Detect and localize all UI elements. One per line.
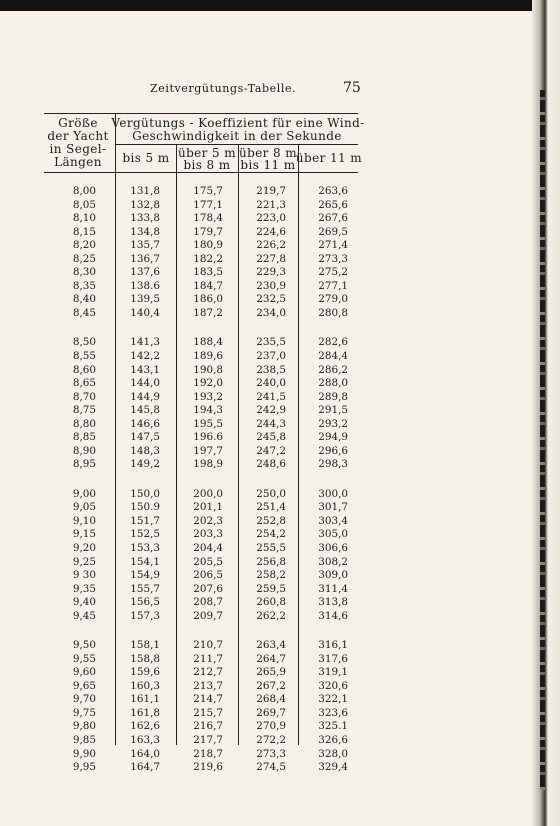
cell-8-11: 241,5	[256, 390, 286, 403]
cell-bis-5: 162,6	[130, 720, 160, 733]
table-row	[0, 446, 560, 457]
cell-bis-5: 144,0	[130, 377, 160, 389]
cell-size: 9,35	[72, 582, 96, 595]
cell-5-8: 186,0	[193, 293, 223, 306]
cell-size: 8,25	[72, 252, 96, 265]
cell-size: 8,80	[72, 417, 96, 430]
table-row	[0, 529, 560, 540]
cell-5-8: 182,2	[193, 252, 223, 265]
cell-ueber-11: 322,1	[318, 693, 348, 706]
cell-ueber-11: 275,2	[318, 266, 348, 279]
cell-8-11: 227,8	[256, 252, 286, 265]
cell-ueber-11: 314,6	[318, 609, 348, 622]
cell-bis-5: 153,3	[130, 542, 160, 554]
cell-ueber-11: 293,2	[318, 417, 348, 430]
cell-bis-5: 158,1	[130, 639, 160, 652]
subheader-rule	[116, 144, 358, 145]
cell-bis-5: 151,7	[130, 514, 160, 527]
cell-8-11: 235,5	[256, 336, 286, 349]
table-row	[0, 762, 560, 773]
table-row	[0, 611, 560, 622]
cell-ueber-11: 316,1	[318, 639, 348, 652]
cell-size: 9,45	[72, 609, 96, 622]
table-row	[0, 502, 560, 513]
cell-ueber-11: 320,6	[318, 679, 348, 692]
cell-5-8: 196.6	[193, 431, 223, 444]
cell-bis-5: 154,9	[130, 569, 160, 581]
cell-bis-5: 138.6	[130, 279, 160, 292]
page-header	[0, 82, 560, 102]
cell-5-8: 210,7	[193, 639, 223, 652]
header-group-line2: Geschwindigkeit in der Sekunde	[132, 129, 342, 143]
cell-ueber-11: 282,6	[318, 336, 348, 349]
table-row	[0, 640, 560, 651]
cell-ueber-11: 326,6	[318, 734, 348, 746]
cell-bis-5: 131,8	[130, 185, 160, 197]
table-row	[0, 721, 560, 732]
cell-bis-5: 137,6	[130, 266, 160, 279]
cell-size: 9,80	[72, 720, 96, 733]
cell-ueber-11: 301,7	[318, 501, 348, 514]
cell-8-11: 259,5	[256, 582, 286, 595]
cell-5-8: 209,7	[193, 609, 223, 622]
scan-top-edge	[0, 0, 560, 11]
header-size-line4: Längen	[54, 155, 102, 169]
cell-size: 9,85	[72, 734, 96, 746]
cell-5-8: 217,7	[193, 734, 223, 746]
cell-8-11: 268,4	[256, 693, 286, 706]
table-row	[0, 557, 560, 568]
header-bottom-rule	[44, 172, 358, 173]
cell-ueber-11: 267,6	[318, 212, 348, 225]
cell-5-8: 215,7	[193, 706, 223, 719]
table-row	[0, 735, 560, 746]
cell-bis-5: 147,5	[130, 431, 160, 444]
cell-size: 8,90	[72, 444, 96, 457]
cell-8-11: 250,0	[256, 487, 286, 500]
cell-8-11: 273,3	[256, 747, 286, 760]
table-row	[0, 267, 560, 278]
cell-5-8: 175,7	[193, 185, 223, 197]
table-row	[0, 584, 560, 595]
cell-5-8: 213,7	[193, 679, 223, 692]
cell-ueber-11: 311,4	[318, 582, 348, 595]
cell-ueber-11: 265,6	[318, 198, 348, 211]
cell-size: 9,40	[72, 596, 96, 609]
cell-8-11: 223,0	[256, 212, 286, 225]
cell-5-8: 189,6	[193, 349, 223, 362]
cell-5-8: 195,5	[193, 417, 223, 430]
cell-5-8: 192,0	[193, 377, 223, 389]
cell-size: 8,85	[72, 431, 96, 444]
cell-bis-5: 161,1	[130, 693, 160, 706]
cell-5-8: 208,7	[193, 596, 223, 609]
cell-bis-5: 150.9	[130, 501, 160, 514]
cell-size: 8,65	[72, 377, 96, 389]
cell-8-11: 226,2	[256, 239, 286, 252]
cell-size: 8,40	[72, 293, 96, 306]
cell-ueber-11: 319,1	[318, 666, 348, 679]
cell-size: 8,95	[72, 458, 96, 471]
cell-size: 8,75	[72, 404, 96, 417]
cell-8-11: 264,7	[256, 652, 286, 665]
cell-size: 9,00	[72, 487, 96, 500]
cell-8-11: 267,2	[256, 679, 286, 692]
table-row	[0, 459, 560, 470]
cell-bis-5: 159,6	[130, 666, 160, 679]
table-row	[0, 186, 560, 197]
table-row	[0, 694, 560, 705]
cell-8-11: 251,4	[256, 501, 286, 514]
cell-5-8: 212,7	[193, 666, 223, 679]
cell-5-8: 190,8	[193, 363, 223, 376]
cell-ueber-11: 308,2	[318, 555, 348, 568]
header-col-8-11-line2: bis 11 m	[240, 158, 296, 172]
cell-8-11: 252,8	[256, 514, 286, 527]
table-row	[0, 419, 560, 430]
cell-bis-5: 156,5	[130, 596, 160, 609]
cell-ueber-11: 305,0	[318, 528, 348, 541]
cell-size: 8,60	[72, 363, 96, 376]
cell-8-11: 256,8	[256, 555, 286, 568]
cell-ueber-11: 294,9	[318, 431, 348, 444]
table-row	[0, 240, 560, 251]
page-number: 75	[343, 80, 361, 96]
cell-size: 9,70	[72, 693, 96, 706]
cell-5-8: 179,7	[193, 225, 223, 238]
table-row	[0, 392, 560, 403]
table-row	[0, 351, 560, 362]
cell-5-8: 207,6	[193, 582, 223, 595]
cell-ueber-11: 279,0	[318, 293, 348, 306]
cell-size: 9,15	[72, 528, 96, 541]
table-row	[0, 254, 560, 265]
cell-8-11: 269,7	[256, 706, 286, 719]
cell-size: 8,10	[72, 212, 96, 225]
table-row	[0, 667, 560, 678]
cell-size: 9,75	[72, 706, 96, 719]
cell-size: 9,55	[72, 652, 96, 665]
header-group-line1: Vergütungs - Koeffizient für eine Wind-	[111, 116, 365, 130]
cell-ueber-11: 300,0	[318, 487, 348, 500]
table-row	[0, 378, 560, 389]
header-size-line2: der Yacht	[47, 129, 109, 143]
cell-bis-5: 163,3	[130, 734, 160, 746]
cell-8-11: 247,2	[256, 444, 286, 457]
cell-bis-5: 148,3	[130, 444, 160, 457]
header-col-bis-5: bis 5 m	[122, 151, 170, 165]
cell-8-11: 237,0	[256, 349, 286, 362]
cell-8-11: 245,8	[256, 431, 286, 444]
cell-8-11: 263,4	[256, 639, 286, 652]
cell-bis-5: 161,8	[130, 706, 160, 719]
cell-8-11: 254,2	[256, 528, 286, 541]
cell-ueber-11: 273,3	[318, 252, 348, 265]
cell-size: 9,50	[72, 639, 96, 652]
cell-ueber-11: 291,5	[318, 404, 348, 417]
cell-ueber-11: 289,8	[318, 390, 348, 403]
cell-size: 9,90	[72, 747, 96, 760]
cell-bis-5: 140,4	[130, 306, 160, 319]
cell-8-11: 258,2	[256, 569, 286, 581]
cell-5-8: 183,5	[193, 266, 223, 279]
cell-ueber-11: 288,0	[318, 377, 348, 389]
cell-size: 8,05	[72, 198, 96, 211]
table-row	[0, 543, 560, 554]
cell-bis-5: 134,8	[130, 225, 160, 238]
cell-8-11: 232,5	[256, 293, 286, 306]
cell-bis-5: 132,8	[130, 198, 160, 211]
cell-size: 8,20	[72, 239, 96, 252]
cell-8-11: 270,9	[256, 720, 286, 733]
cell-5-8: 200,0	[193, 487, 223, 500]
cell-ueber-11: 303,4	[318, 514, 348, 527]
cell-5-8: 203,3	[193, 528, 223, 541]
cell-size: 8,30	[72, 266, 96, 279]
cell-8-11: 221,3	[256, 198, 286, 211]
cell-bis-5: 133,8	[130, 212, 160, 225]
cell-8-11: 260,8	[256, 596, 286, 609]
cell-bis-5: 164,0	[130, 747, 160, 760]
cell-bis-5: 164,7	[130, 761, 160, 774]
cell-5-8: 198,9	[193, 458, 223, 471]
table-row	[0, 749, 560, 760]
cell-ueber-11: 280,8	[318, 306, 348, 319]
header-col-ueber-11: über 11 m	[295, 151, 363, 165]
cell-5-8: 187,2	[193, 306, 223, 319]
table-row	[0, 365, 560, 376]
cell-bis-5: 144,9	[130, 390, 160, 403]
cell-5-8: 211,7	[193, 652, 223, 665]
cell-ueber-11: 317,6	[318, 652, 348, 665]
cell-size: 8,55	[72, 349, 96, 362]
header-col-8-11-line1: über 8 m	[238, 146, 298, 160]
table-row	[0, 227, 560, 238]
cell-size: 9,10	[72, 514, 96, 527]
cell-8-11: 244,3	[256, 417, 286, 430]
cell-5-8: 188,4	[193, 336, 223, 349]
cell-bis-5: 157,3	[130, 609, 160, 622]
cell-size: 8,45	[72, 306, 96, 319]
table-row	[0, 432, 560, 443]
cell-ueber-11: 306,6	[318, 542, 348, 554]
cell-5-8: 219,6	[193, 761, 223, 774]
cell-bis-5: 154,1	[130, 555, 160, 568]
cell-8-11: 229,3	[256, 266, 286, 279]
table-top-rule	[44, 113, 358, 114]
cell-size: 8,35	[72, 279, 96, 292]
cell-bis-5: 135,7	[130, 239, 160, 252]
cell-bis-5: 149,2	[130, 458, 160, 471]
cell-size: 9,95	[72, 761, 96, 774]
cell-ueber-11: 277,1	[318, 279, 348, 292]
table-row	[0, 681, 560, 692]
cell-8-11: 255,5	[256, 542, 286, 554]
header-col-5-8-line1: über 5 m	[177, 146, 237, 160]
cell-8-11: 230,9	[256, 279, 286, 292]
cell-ueber-11: 325.1	[318, 720, 348, 733]
cell-8-11: 272,2	[256, 734, 286, 746]
cell-5-8: 216,7	[193, 720, 223, 733]
running-title: Zeitvergütungs-Tabelle.	[150, 82, 297, 95]
cell-8-11: 242,9	[256, 404, 286, 417]
cell-8-11: 265,9	[256, 666, 286, 679]
cell-ueber-11: 309,0	[318, 569, 348, 581]
cell-ueber-11: 271,4	[318, 239, 348, 252]
cell-5-8: 193,2	[193, 390, 223, 403]
cell-ueber-11: 313,8	[318, 596, 348, 609]
table-row	[0, 489, 560, 500]
cell-ueber-11: 329,4	[318, 761, 348, 774]
cell-ueber-11: 323,6	[318, 706, 348, 719]
cell-5-8: 214,7	[193, 693, 223, 706]
table-row	[0, 570, 560, 581]
cell-bis-5: 150,0	[130, 487, 160, 500]
cell-5-8: 205,5	[193, 555, 223, 568]
table-row	[0, 294, 560, 305]
cell-bis-5: 136,7	[130, 252, 160, 265]
cell-8-11: 238,5	[256, 363, 286, 376]
cell-size: 8,50	[72, 336, 96, 349]
cell-8-11: 219,7	[256, 185, 286, 197]
cell-bis-5: 139,5	[130, 293, 160, 306]
cell-5-8: 204,4	[193, 542, 223, 554]
cell-size: 9,05	[72, 501, 96, 514]
table-row	[0, 200, 560, 211]
cell-bis-5: 152,5	[130, 528, 160, 541]
cell-size: 8,15	[72, 225, 96, 238]
cell-ueber-11: 284,4	[318, 349, 348, 362]
cell-size: 9 30	[72, 569, 96, 581]
cell-5-8: 197,7	[193, 444, 223, 457]
header-col-5-8-line2: bis 8 m	[183, 158, 231, 172]
cell-size: 8,00	[72, 185, 96, 197]
cell-ueber-11: 286,2	[318, 363, 348, 376]
header-size-line3: in Segel-	[49, 142, 107, 156]
cell-bis-5: 158,8	[130, 652, 160, 665]
cell-5-8: 177,1	[193, 198, 223, 211]
cell-8-11: 234,0	[256, 306, 286, 319]
cell-ueber-11: 296,6	[318, 444, 348, 457]
cell-bis-5: 146,6	[130, 417, 160, 430]
table-row	[0, 337, 560, 348]
cell-bis-5: 155,7	[130, 582, 160, 595]
table-row	[0, 654, 560, 665]
cell-bis-5: 141,3	[130, 336, 160, 349]
cell-5-8: 218,7	[193, 747, 223, 760]
cell-8-11: 248,6	[256, 458, 286, 471]
table-row	[0, 405, 560, 416]
cell-8-11: 224,6	[256, 225, 286, 238]
cell-8-11: 262,2	[256, 609, 286, 622]
table-row	[0, 516, 560, 527]
cell-size: 8,70	[72, 390, 96, 403]
table-row	[0, 213, 560, 224]
cell-size: 9,20	[72, 542, 96, 554]
cell-bis-5: 142,2	[130, 349, 160, 362]
cell-bis-5: 160,3	[130, 679, 160, 692]
cell-ueber-11: 328,0	[318, 747, 348, 760]
cell-5-8: 178,4	[193, 212, 223, 225]
cell-5-8: 206,5	[193, 569, 223, 581]
cell-ueber-11: 263,6	[318, 185, 348, 197]
table-row	[0, 708, 560, 719]
cell-bis-5: 143,1	[130, 363, 160, 376]
cell-size: 9,60	[72, 666, 96, 679]
cell-5-8: 184,7	[193, 279, 223, 292]
header-size-line1: Größe	[58, 116, 98, 130]
cell-bis-5: 145,8	[130, 404, 160, 417]
table-row	[0, 597, 560, 608]
cell-ueber-11: 298,3	[318, 458, 348, 471]
cell-8-11: 240,0	[256, 377, 286, 389]
table-row	[0, 281, 560, 292]
cell-5-8: 202,3	[193, 514, 223, 527]
cell-5-8: 180,9	[193, 239, 223, 252]
cell-ueber-11: 269,5	[318, 225, 348, 238]
cell-5-8: 201,1	[193, 501, 223, 514]
table-row	[0, 308, 560, 319]
cell-size: 9,65	[72, 679, 96, 692]
cell-8-11: 274,5	[256, 761, 286, 774]
cell-size: 9,25	[72, 555, 96, 568]
cell-5-8: 194,3	[193, 404, 223, 417]
